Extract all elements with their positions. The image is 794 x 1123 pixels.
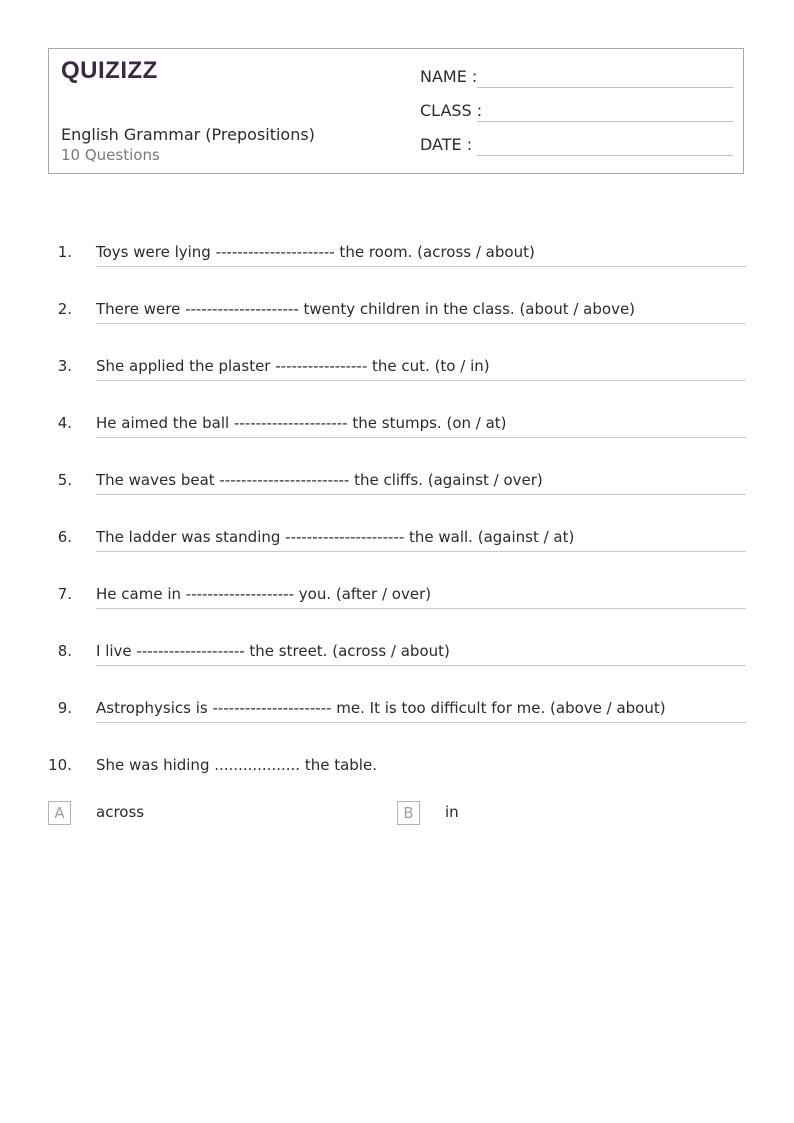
question-number: 1. (57, 243, 72, 261)
question-text: The ladder was standing ---------------------- the wall. (against / at) (96, 528, 575, 546)
option-text: in (445, 803, 459, 821)
question-2 (48, 298, 746, 328)
worksheet-title: English Grammar (Prepositions) (61, 125, 315, 144)
answer-line[interactable] (96, 494, 746, 495)
name-line[interactable] (477, 87, 733, 88)
class-label: CLASS : (420, 101, 483, 120)
answer-line[interactable] (96, 608, 746, 609)
option-text: across (96, 803, 145, 821)
question-10 (48, 754, 746, 784)
question-7 (48, 583, 746, 613)
answer-line[interactable] (96, 665, 746, 666)
question-number: 5. (57, 471, 72, 489)
question-5 (48, 469, 746, 499)
question-number: 3. (57, 357, 72, 375)
question-text: She applied the plaster ----------------- the cut. (to / in) (96, 357, 490, 375)
question-text: Astrophysics is ---------------------- me. It is too difficult for me. (above / about) (96, 699, 666, 717)
question-text: He came in -------------------- you. (after / over) (96, 585, 432, 603)
question-1 (48, 241, 746, 271)
option-letter-box[interactable]: B (397, 801, 420, 825)
question-text: There were --------------------- twenty children in the class. (about / above) (96, 300, 636, 318)
name-label: NAME : (420, 67, 478, 86)
answer-line[interactable] (96, 437, 746, 438)
name-field[interactable] (420, 67, 733, 91)
question-text: He aimed the ball --------------------- the stumps. (on / at) (96, 414, 507, 432)
question-number: 8. (57, 642, 72, 660)
question-text: The waves beat ------------------------ the cliffs. (against / over) (96, 471, 543, 489)
answer-line[interactable] (96, 323, 746, 324)
class-line[interactable] (477, 121, 733, 122)
question-6 (48, 526, 746, 556)
question-number: 4. (57, 414, 72, 432)
date-line[interactable] (477, 155, 733, 156)
question-text: Toys were lying ---------------------- the room. (across / about) (96, 243, 535, 261)
question-number: 6. (57, 528, 72, 546)
question-text: She was hiding .................. the table. (96, 756, 377, 774)
answer-line[interactable] (96, 722, 746, 723)
question-9 (48, 697, 746, 727)
option-letter-box[interactable]: A (48, 801, 71, 825)
class-field[interactable] (420, 101, 733, 125)
question-number: 9. (57, 699, 72, 717)
worksheet-header (48, 48, 744, 174)
date-field[interactable] (420, 135, 733, 159)
question-3 (48, 355, 746, 385)
date-label: DATE : (420, 135, 473, 154)
answer-line[interactable] (96, 266, 746, 267)
question-number: 7. (57, 585, 72, 603)
question-text: I live -------------------- the street. (across / about) (96, 642, 450, 660)
question-number: 10. (48, 756, 72, 774)
option-b[interactable] (397, 801, 697, 827)
question-4 (48, 412, 746, 442)
question-8 (48, 640, 746, 670)
question-count: 10 Questions (61, 146, 160, 164)
answer-line[interactable] (96, 551, 746, 552)
answer-line[interactable] (96, 380, 746, 381)
question-number: 2. (57, 300, 72, 318)
quizizz-logo: QUIZIZZ (61, 57, 158, 84)
option-a[interactable] (48, 801, 348, 827)
